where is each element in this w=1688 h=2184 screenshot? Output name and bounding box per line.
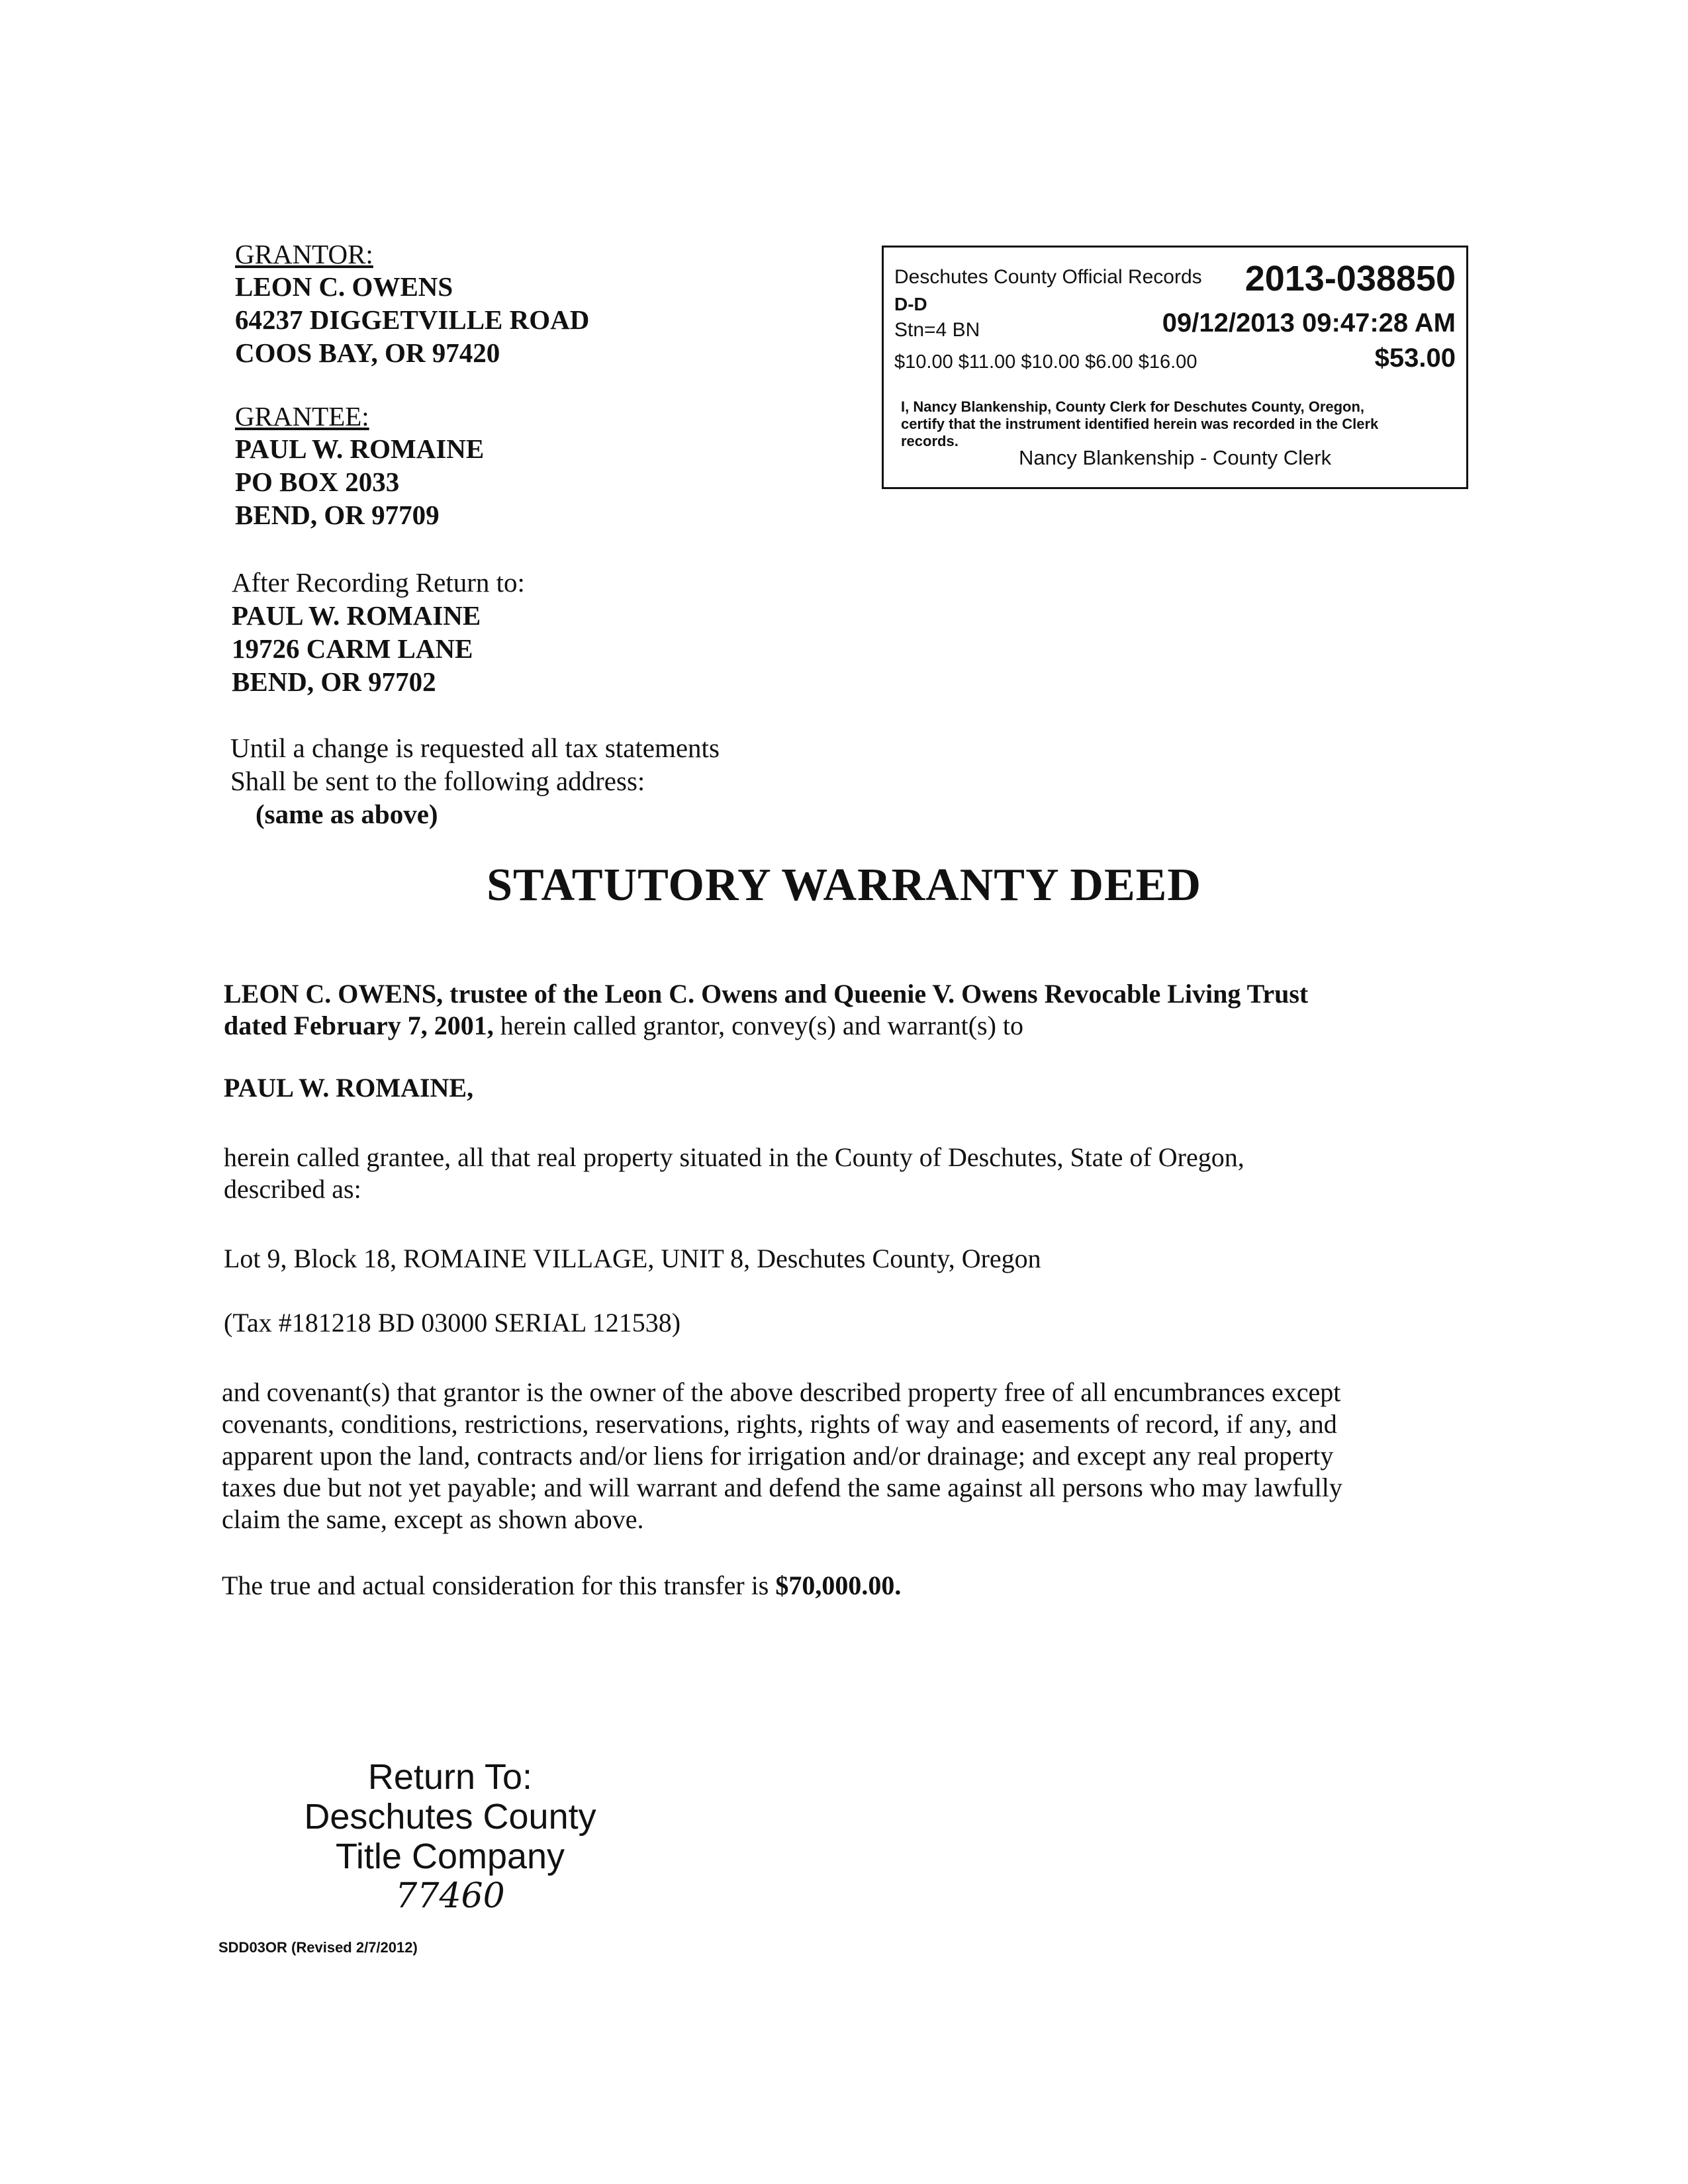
tax-statements-line1: Until a change is requested all tax statements	[230, 733, 720, 763]
grantee-address2: BEND, OR 97709	[235, 500, 440, 530]
return-after-name: PAUL W. ROMAINE	[232, 600, 481, 631]
grantee-label: GRANTEE:	[235, 401, 369, 432]
grantor-name: LEON C. OWENS	[235, 271, 453, 302]
property-line2: described as:	[224, 1174, 361, 1204]
return-after-address1: 19726 CARM LANE	[232, 633, 473, 664]
stamp-cert-line1: I, Nancy Blankenship, County Clerk for Deschutes County, Oregon,	[901, 398, 1365, 415]
covenant-line3: apparent upon the land, contracts and/or liens for irrigation and/or drainage; and except any real property	[222, 1441, 1334, 1471]
stamp-cert-line3: records.	[901, 433, 959, 449]
covenant-paragraph	[222, 1377, 1479, 1535]
return-to-block	[278, 1757, 622, 1916]
property-line1: herein called grantee, all that real property situated in the County of Deschutes, State of Oregon,	[224, 1142, 1244, 1172]
tax-statements-line3: (same as above)	[256, 799, 438, 829]
grantee-name: PAUL W. ROMAINE	[235, 433, 485, 464]
legal-description: Lot 9, Block 18, ROMAINE VILLAGE, UNIT 8, Deschutes County, Oregon	[224, 1244, 1041, 1273]
stamp-station: Stn=4 BN	[894, 319, 980, 341]
grantor-address2: COOS BAY, OR 97420	[235, 338, 500, 368]
grantor-paragraph-rest: herein called grantor, convey(s) and warrant(s) to	[493, 1011, 1024, 1040]
stamp-total: $53.00	[1374, 343, 1456, 373]
return-to-line3: Title Company	[335, 1837, 565, 1876]
return-after-block	[232, 566, 525, 698]
covenant-line1: and covenant(s) that grantor is the owner of the above described property free of all encumbrances except	[222, 1377, 1341, 1407]
tax-id: (Tax #181218 BD 03000 SERIAL 121538)	[224, 1308, 681, 1338]
property-paragraph	[224, 1142, 1481, 1205]
grantor-paragraph	[224, 978, 1481, 1042]
stamp-clerk: Nancy Blankenship - County Clerk	[1019, 446, 1332, 469]
covenant-line5: claim the same, except as shown above.	[222, 1504, 644, 1534]
return-to-line1: Return To:	[367, 1757, 533, 1797]
stamp-office: Deschutes County Official Records	[894, 266, 1202, 288]
grantor-address1: 64237 DIGGETVILLE ROAD	[235, 304, 590, 335]
grantor-block	[235, 238, 589, 369]
document-title: STATUTORY WARRANTY DEED	[487, 860, 1201, 911]
grantor-paragraph-line1: LEON C. OWENS, trustee of the Leon C. Owens and Queenie V. Owens Revocable Living Trust	[224, 979, 1309, 1009]
form-code: SDD03OR (Revised 2/7/2012)	[218, 1939, 418, 1956]
return-after-label: After Recording Return to:	[232, 567, 525, 598]
tax-statements-line2: Shall be sent to the following address:	[230, 766, 645, 796]
grantor-label: GRANTOR:	[235, 239, 373, 269]
return-to-handwritten: 77460	[395, 1876, 505, 1916]
covenant-line4: taxes due but not yet payable; and will warrant and defend the same against all persons who may lawfully	[222, 1473, 1342, 1502]
tax-statements-block	[230, 731, 720, 831]
grantee-paragraph: PAUL W. ROMAINE,	[224, 1073, 474, 1103]
stamp-datetime: 09/12/2013 09:47:28 AM	[1162, 308, 1456, 338]
consideration-line	[222, 1570, 901, 1602]
recording-stamp	[882, 246, 1468, 489]
stamp-doc-type: D-D	[894, 294, 927, 314]
stamp-cert-line2: certify that the instrument identified herein was recorded in the Clerk	[901, 416, 1379, 432]
stamp-fees: $10.00 $11.00 $10.00 $6.00 $16.00	[894, 351, 1197, 373]
consideration-text: The true and actual consideration for this transfer is	[222, 1570, 776, 1600]
grantee-block	[235, 400, 484, 531]
consideration-amount: $70,000.00.	[775, 1570, 902, 1600]
return-after-address2: BEND, OR 97702	[232, 666, 436, 697]
grantor-paragraph-line2	[224, 1010, 1481, 1042]
covenant-line2: covenants, conditions, restrictions, reservations, rights, rights of way and easements of record, if any, and	[222, 1409, 1337, 1439]
stamp-doc-number: 2013-038850	[1244, 259, 1456, 298]
grantee-address1: PO BOX 2033	[235, 467, 400, 497]
return-to-line2: Deschutes County	[304, 1797, 596, 1837]
grantor-paragraph-date: dated February 7, 2001,	[224, 1011, 494, 1040]
